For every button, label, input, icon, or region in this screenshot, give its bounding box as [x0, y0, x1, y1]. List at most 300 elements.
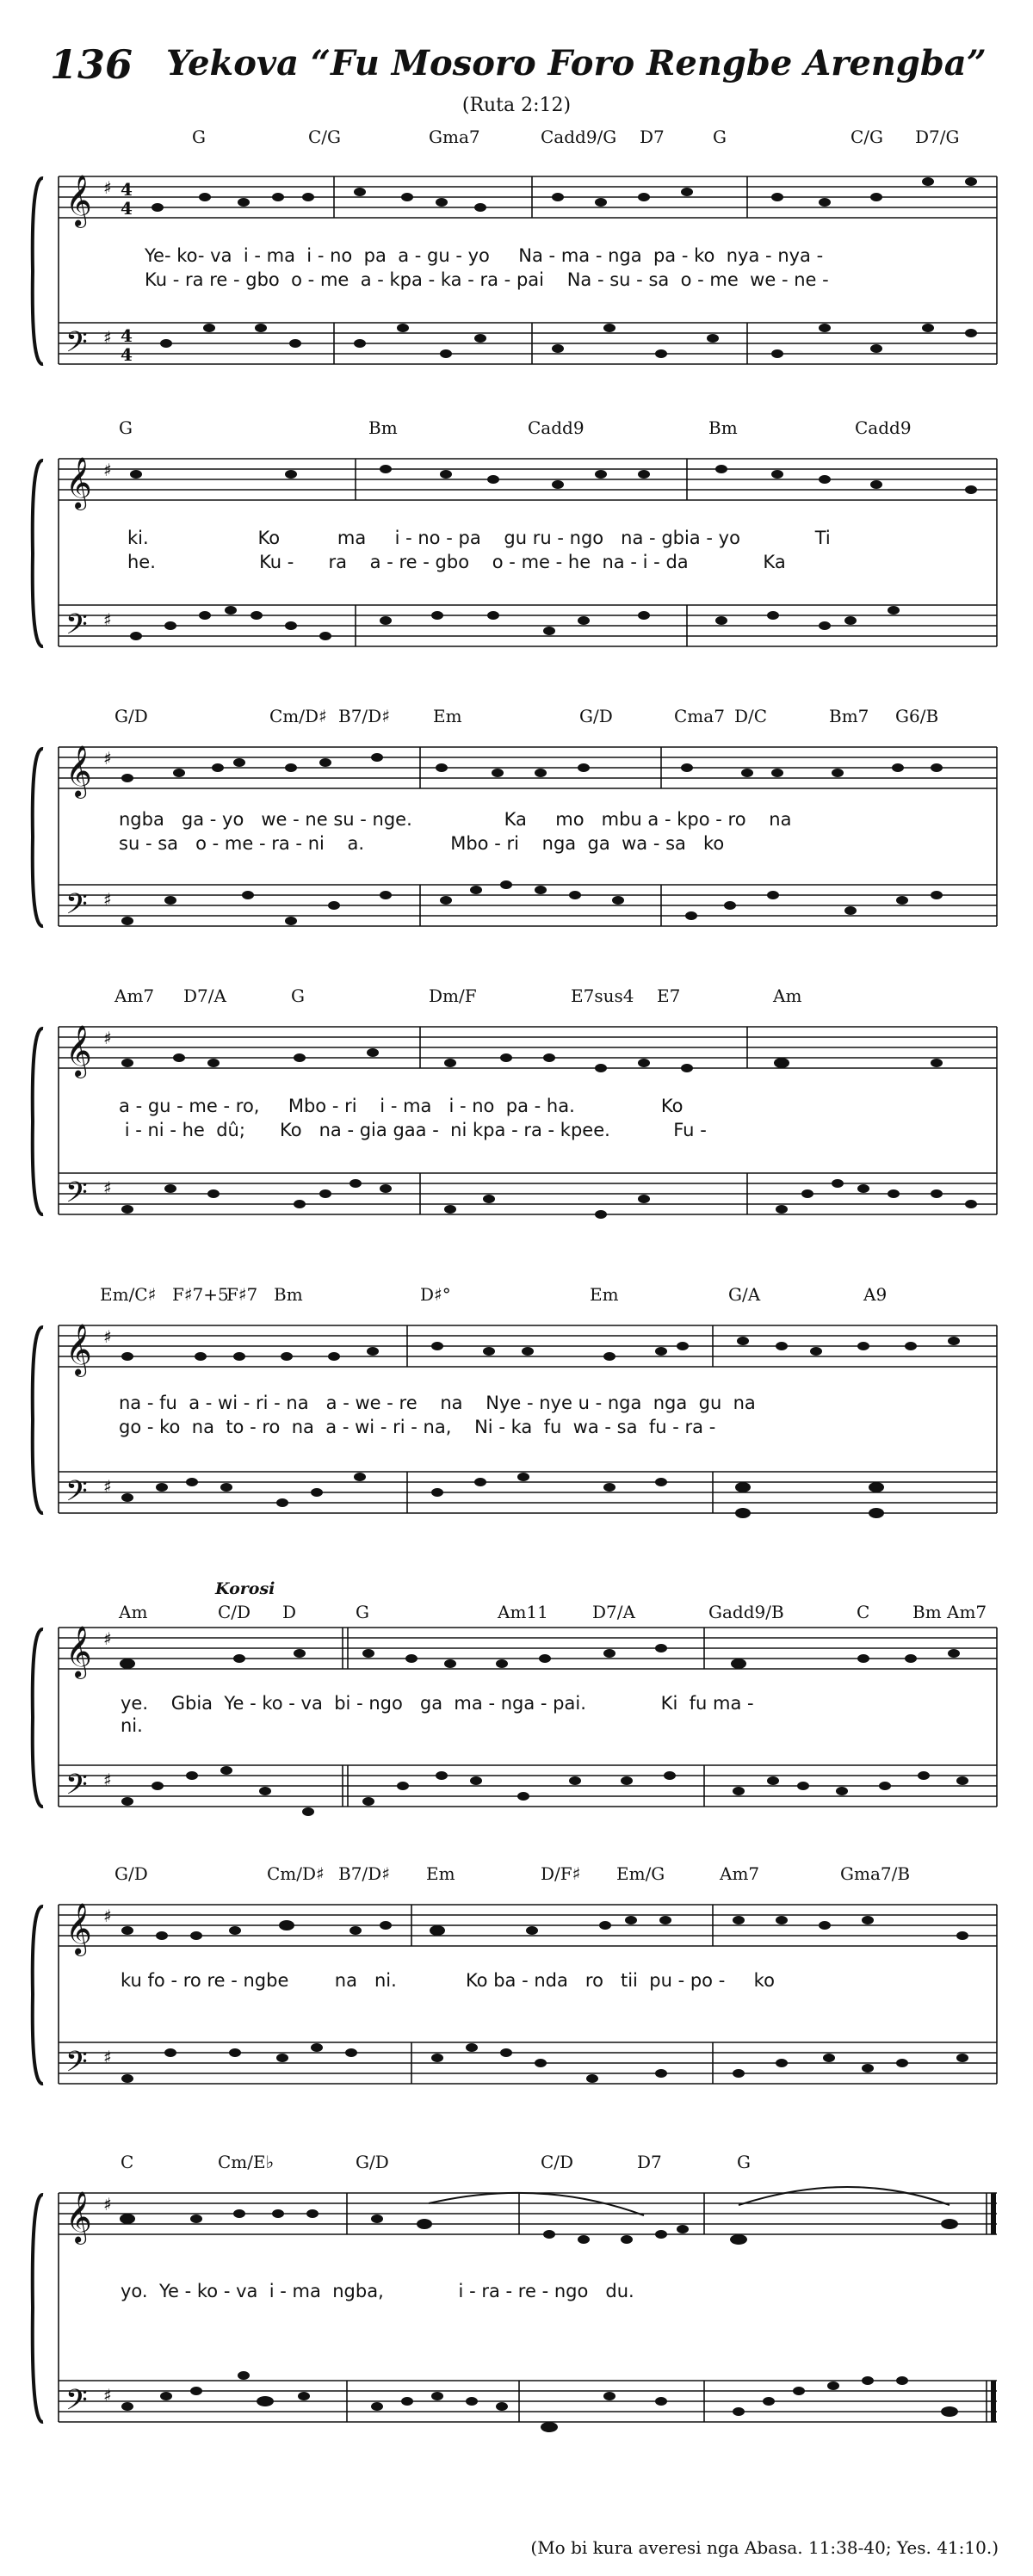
lyric-syllable: pai — [516, 269, 544, 290]
lyric-line-2 — [119, 1120, 707, 1140]
lyric-syllable: yo — [222, 809, 244, 830]
lyric-syllable: du. — [605, 2281, 634, 2301]
lyric-line-1 — [119, 1096, 684, 1116]
lyric-syllable: gu — [427, 245, 450, 266]
svg-text:𝄞: 𝄞 — [65, 175, 92, 226]
lyric-syllable: mbu — [601, 809, 642, 830]
chord: Bm — [274, 1284, 303, 1305]
lyric-syllable: nga — [608, 245, 642, 266]
lyric-syllable: - — [387, 552, 393, 572]
chord: E7sus4 — [571, 985, 634, 1006]
lyric-syllable: ma — [454, 1693, 483, 1714]
lyric-syllable: ni. — [121, 1715, 143, 1736]
lyric-syllable: na — [286, 1393, 309, 1413]
lyric-syllable: a — [325, 1393, 337, 1413]
lyric-syllable: ngo — [569, 528, 604, 548]
svg-text:4: 4 — [121, 325, 133, 346]
lyric-syllable: we — [750, 269, 776, 290]
lyric-syllable: a — [325, 1417, 337, 1437]
lyric-syllable: ne — [305, 809, 328, 830]
lyric-syllable: wa — [572, 1417, 599, 1437]
lyric-syllable: ra — [481, 2281, 500, 2301]
chord: Bm — [368, 417, 398, 438]
music-system-3 — [24, 706, 1014, 973]
lyric-syllable: ko — [196, 2281, 219, 2301]
lyric-syllable: ko — [702, 833, 725, 854]
lyric-line-2 — [127, 552, 786, 572]
lyric-syllable: ra — [523, 1120, 542, 1140]
svg-text:𝄢: 𝄢 — [65, 1475, 88, 1515]
chord: C/D — [541, 2152, 574, 2172]
chord: Gma7/B — [840, 1863, 911, 1884]
lyric-line-1 — [127, 528, 831, 548]
lyric-syllable: kpo — [677, 809, 710, 830]
lyric-syllable: na — [733, 1393, 756, 1413]
lyric-syllable: - — [146, 1393, 154, 1413]
lyric-syllable: ro — [585, 1970, 603, 1991]
lyric-syllable: - — [231, 1970, 238, 1991]
lyric-syllable: - — [293, 809, 300, 830]
lyric-syllable: tii — [620, 1970, 638, 1991]
lyric-syllable: - — [414, 245, 422, 266]
lyric-syllable: - — [295, 833, 302, 854]
chord: Cm/E♭ — [218, 2152, 275, 2172]
svg-text:♯: ♯ — [103, 889, 112, 910]
lyric-syllable: su — [609, 269, 631, 290]
lyric-syllable: - — [822, 269, 829, 290]
lyric-syllable: no — [472, 1096, 495, 1116]
lyric-syllable: sa — [648, 269, 670, 290]
svg-text:4: 4 — [121, 344, 133, 365]
chord: C/G — [308, 127, 342, 147]
lyric-syllable: me — [319, 269, 349, 290]
lyric-syllable: Fu — [673, 1120, 695, 1140]
lyric-syllable: Ka — [504, 809, 527, 830]
lyric-syllable: i — [124, 1120, 130, 1140]
chord: Cm/D♯ — [267, 1863, 325, 1884]
scripture-reference: (Ruta 2:12) — [461, 95, 572, 116]
lyric-syllable: ra — [479, 269, 498, 290]
lyric-syllable: ru — [532, 528, 552, 548]
lyric-syllable: - — [387, 1393, 393, 1413]
lyric-syllable: sa — [616, 1417, 638, 1437]
lyric-syllable: - — [488, 1693, 496, 1714]
chord: Em — [433, 706, 462, 726]
lyric-syllable: - — [405, 528, 412, 548]
lyric-syllable: Nye — [486, 1393, 522, 1413]
svg-text:♯: ♯ — [103, 1906, 112, 1926]
lyric-syllable: kpa — [473, 1120, 506, 1140]
lyric-syllable: wa — [622, 833, 648, 854]
lyric-syllable: ko — [262, 1693, 283, 1714]
lyric-line-1 — [119, 809, 791, 830]
lyric-syllable: - — [274, 1393, 281, 1413]
lyric-syllable: Ka — [763, 552, 786, 572]
lyric-syllable: na — [334, 1970, 357, 1991]
lyric-syllable: o — [195, 833, 207, 854]
lyric-syllable: su — [119, 833, 140, 854]
lyric-syllable: - — [223, 2281, 231, 2301]
lyric-syllable: i — [306, 245, 312, 266]
svg-text:♯: ♯ — [103, 2194, 112, 2215]
lyric-line-2 — [119, 1417, 715, 1437]
lyric-syllable: Mbo — [450, 833, 489, 854]
lyric-syllable: wi — [218, 1393, 238, 1413]
lyric-syllable: yo. — [121, 2281, 148, 2301]
lyric-syllable: - — [254, 245, 261, 266]
lyric-syllable: na, — [423, 1417, 452, 1437]
lyric-syllable: - — [636, 269, 643, 290]
lyric-syllable: - — [209, 809, 217, 830]
lyric-syllable: pu — [649, 1970, 672, 1991]
lyric-syllable: mo — [555, 809, 585, 830]
lyric-syllable: - — [494, 833, 501, 854]
svg-text:♯: ♯ — [103, 327, 112, 348]
chord: D7/A — [183, 985, 226, 1006]
lyric-syllable: re — [209, 269, 228, 290]
chord: D7 — [637, 2152, 662, 2172]
lyric-syllable: Ni — [474, 1417, 493, 1437]
svg-text:𝄞: 𝄞 — [65, 1626, 92, 1677]
svg-text:♯: ♯ — [103, 1476, 112, 1497]
chord: F♯7 — [226, 1284, 258, 1305]
lyric-line-1 — [121, 1693, 754, 1714]
song-title: Yekova “Fu Mosoro Foro Rengbe Arengba” — [166, 43, 987, 83]
chord: G — [192, 127, 206, 147]
lyric-syllable: Ko — [257, 528, 281, 548]
chord: Em/C♯ — [100, 1284, 157, 1305]
lyric-syllable: - — [380, 1417, 387, 1437]
chord: G/D — [114, 706, 148, 726]
lyric-syllable: na — [291, 1417, 314, 1437]
lyric-syllable: a — [369, 552, 381, 572]
chord: C/G — [851, 127, 884, 147]
lyric-syllable: - — [522, 1970, 529, 1991]
lyric-line-1 — [119, 1393, 756, 1413]
chord: Cadd9/G — [541, 127, 617, 147]
lyric-line-1 — [121, 2281, 634, 2301]
lyric-syllable: Ti — [814, 528, 831, 548]
lyric-syllable: bi — [334, 1693, 351, 1714]
lyric-syllable: - — [223, 1096, 231, 1116]
chord: Em — [590, 1284, 619, 1305]
lyric-syllable: ki. — [127, 528, 149, 548]
lyric-syllable: ni — [450, 1120, 467, 1140]
lyric-syllable: ro — [182, 1970, 201, 1991]
lyric-syllable: va — [300, 1693, 323, 1714]
lyric-syllable: - — [212, 833, 220, 854]
lyric-line-1 — [145, 245, 823, 266]
grand-staff-5 — [24, 1274, 1014, 1558]
lyric-syllable: - — [765, 245, 772, 266]
music-system-7 — [24, 1863, 1014, 2130]
lyric-syllable: i — [642, 552, 648, 572]
svg-text:𝄞: 𝄞 — [65, 1025, 92, 1077]
lyric-syllable: - — [708, 1417, 716, 1437]
lyric-syllable: - — [504, 269, 511, 290]
lyric-syllable: he — [182, 1120, 205, 1140]
lyric-syllable: ye. — [121, 1693, 149, 1714]
chord: Em/G — [616, 1863, 665, 1884]
lyric-syllable: i — [243, 245, 249, 266]
svg-text:𝄢: 𝄢 — [65, 326, 88, 366]
lyric-syllable: na — [319, 1120, 342, 1140]
lyric-syllable: ma — [560, 245, 591, 266]
music-system-5 — [24, 1274, 1014, 1558]
lyric-syllable: - — [541, 2281, 549, 2301]
lyric-syllable: ngo — [554, 2281, 589, 2301]
lyric-syllable: fo — [147, 1970, 165, 1991]
lyric-syllable: - — [250, 1693, 257, 1714]
lyric-syllable: a — [398, 245, 410, 266]
svg-text:𝄞: 𝄞 — [65, 457, 92, 509]
lyric-syllable: - — [164, 245, 171, 266]
lyric-syllable: - — [243, 1393, 251, 1413]
lyric-syllable: - — [630, 552, 637, 572]
lyric-syllable: pai. — [553, 1693, 586, 1714]
lyric-syllable: nga — [500, 1693, 535, 1714]
lyric-syllable: no — [330, 245, 353, 266]
lyric-syllable: ma — [337, 528, 367, 548]
lyric-syllable: nye — [539, 1393, 572, 1413]
lyric-syllable: gbia — [661, 528, 701, 548]
lyric-syllable: - — [664, 809, 671, 830]
lyric-syllable: ko — [694, 245, 715, 266]
music-system-1 — [24, 125, 1014, 409]
lyric-syllable: pa — [505, 1096, 529, 1116]
lyric-syllable: nge. — [372, 809, 412, 830]
svg-text:𝄢: 𝄢 — [65, 1177, 88, 1216]
svg-text:♯: ♯ — [103, 1177, 112, 1198]
svg-text:♯: ♯ — [103, 609, 112, 630]
lyric-syllable: a — [119, 1096, 130, 1116]
chord: Bm7 — [829, 706, 869, 726]
lyric-syllable: Ko — [465, 1970, 488, 1991]
lyric-syllable: na — [621, 528, 644, 548]
lyric-line-2 — [121, 1715, 143, 1736]
lyric-syllable: no — [418, 528, 441, 548]
svg-text:𝄞: 𝄞 — [65, 1324, 92, 1375]
lyric-syllable: - — [250, 1417, 257, 1437]
lyric-syllable: ra — [684, 1417, 704, 1437]
lyric-syllable: - — [467, 269, 474, 290]
lyric-syllable: ko — [159, 1417, 181, 1437]
lyric-syllable: Ku — [259, 552, 282, 572]
lyric-syllable: po — [690, 1970, 714, 1991]
lyric-syllable: o — [291, 269, 302, 290]
chord: Cadd9 — [855, 417, 912, 438]
svg-text:♯: ♯ — [103, 1326, 112, 1347]
lyric-syllable: nda — [534, 1970, 568, 1991]
lyric-syllable: ni — [307, 833, 325, 854]
lyric-syllable: - — [526, 1393, 534, 1413]
lyric-syllable: ne — [794, 269, 817, 290]
lyric-syllable: gia — [359, 1120, 387, 1140]
lyric-syllable: Na — [566, 269, 592, 290]
lyric-syllable: fu — [159, 1393, 177, 1413]
lyric-syllable: i — [448, 1096, 455, 1116]
lyric-syllable: re — [399, 1393, 418, 1413]
chord: C — [857, 1602, 870, 1622]
chord: G — [737, 2152, 751, 2172]
lyric-syllable: u — [578, 1393, 590, 1413]
lyric-syllable: - — [557, 528, 564, 548]
lyric-syllable: me — [189, 1096, 218, 1116]
chord: Cma7 — [674, 706, 725, 726]
lyric-syllable: pa — [653, 245, 677, 266]
chord: G — [713, 127, 727, 147]
lyric-syllable: - — [511, 1120, 518, 1140]
lyric-syllable: - — [547, 1120, 555, 1140]
lyric-syllable: to — [226, 1417, 244, 1437]
lyric-syllable: me — [224, 833, 254, 854]
lyric-syllable: ra — [271, 833, 290, 854]
lyric-syllable: gu — [698, 1393, 722, 1413]
lyric-syllable: - — [700, 1120, 707, 1140]
chord: G/A — [728, 1284, 761, 1305]
lyric-syllable: na — [602, 552, 625, 572]
lyric-syllable: na — [769, 809, 792, 830]
chord: D7/A — [592, 1602, 635, 1622]
lyric-syllable: - — [469, 2281, 476, 2301]
lyric-syllable: - — [718, 1970, 726, 1991]
lyric-syllable: ngbe — [243, 1970, 289, 1991]
lyric-syllable: ba — [493, 1970, 516, 1991]
chord: Am7 — [947, 1602, 987, 1622]
svg-text:♯: ♯ — [103, 460, 112, 480]
lyric-syllable: - — [170, 1970, 178, 1991]
lyric-syllable: - — [459, 1096, 467, 1116]
lyric-syllable: i — [394, 528, 400, 548]
svg-text:♯: ♯ — [103, 177, 112, 198]
grand-staff-1 — [24, 125, 1014, 409]
lyric-syllable: ka — [510, 1417, 533, 1437]
lyric-syllable: ri — [256, 1393, 269, 1413]
lyric-syllable: - — [360, 809, 367, 830]
lyric-syllable: Ko — [660, 1096, 684, 1116]
lyric-syllable: ni — [147, 1120, 164, 1140]
lyric-syllable: ngba, — [332, 2281, 384, 2301]
grand-staff-7 — [24, 1863, 1014, 2130]
scripture-footnote: (Mo bi kura averesi nga Abasa. 11:38-40; Yes. 41:10.) — [530, 2537, 999, 2558]
lyric-syllable: - — [446, 528, 453, 548]
lyric-syllable: - — [672, 1417, 679, 1437]
lyric-syllable: - — [781, 269, 789, 290]
lyric-syllable: ro, — [235, 1096, 260, 1116]
chord: G — [291, 985, 305, 1006]
svg-text:𝄢: 𝄢 — [65, 888, 88, 928]
chord: Bm — [912, 1602, 942, 1622]
lyric-syllable: ku — [121, 1970, 142, 1991]
lyric-syllable: go — [119, 1417, 142, 1437]
svg-text:𝄢: 𝄢 — [65, 2046, 88, 2085]
lyric-syllable: - — [377, 269, 384, 290]
lyric-syllable: - — [816, 245, 824, 266]
svg-text:𝄞: 𝄞 — [65, 2191, 92, 2243]
lyric-syllable: - — [649, 528, 656, 548]
lyric-syllable: - — [170, 1120, 176, 1140]
chord: B7/D♯ — [338, 706, 390, 726]
lyric-syllable: o — [680, 269, 692, 290]
svg-text:𝄞: 𝄞 — [65, 745, 92, 797]
lyric-syllable: ni. — [374, 1970, 397, 1991]
chord: G — [119, 417, 133, 438]
lyric-syllable: gaa — [393, 1120, 427, 1140]
lyric-syllable: - — [232, 269, 240, 290]
chord: Em — [426, 1863, 455, 1884]
lyric-syllable: - — [534, 1096, 541, 1116]
lyric-syllable: - — [307, 269, 315, 290]
chord: D — [282, 1602, 297, 1622]
lyric-syllable: yo — [718, 528, 740, 548]
lyric-syllable: na — [440, 1393, 463, 1413]
svg-text:4: 4 — [121, 198, 133, 219]
svg-text:𝄞: 𝄞 — [65, 1903, 92, 1955]
lyric-syllable: Mbo — [288, 1096, 327, 1116]
lyric-syllable: - — [432, 1120, 439, 1140]
lyric-syllable: gbo — [245, 269, 280, 290]
lyric-syllable: - — [706, 528, 713, 548]
lyric-syllable: - — [331, 1096, 339, 1116]
chord: Bm — [708, 417, 738, 438]
lyric-syllable: sa — [665, 833, 686, 854]
chord: Cm/D♯ — [269, 706, 327, 726]
lyric-syllable: i — [380, 1096, 386, 1116]
lyric-syllable: - — [505, 2281, 513, 2301]
lyric-syllable: ga — [181, 809, 205, 830]
lyric-syllable: - — [176, 1096, 183, 1116]
lyric-syllable: ri — [506, 833, 519, 854]
chord: G — [356, 1602, 369, 1622]
lyric-syllable: ngo — [368, 1693, 403, 1714]
lyric-syllable: ko — [176, 245, 198, 266]
lyric-syllable: - — [747, 1693, 754, 1714]
lyric-syllable: - — [681, 245, 689, 266]
lyric-syllable: gbo — [435, 552, 470, 572]
lyric-syllable: pa — [363, 245, 387, 266]
chord: E7 — [657, 985, 681, 1006]
lyric-syllable: o — [492, 552, 504, 572]
lyric-syllable: ro — [727, 809, 746, 830]
lyric-syllable: he. — [127, 552, 156, 572]
chord: G/D — [579, 706, 613, 726]
svg-text:♯: ♯ — [103, 748, 112, 769]
chord: G/D — [356, 2152, 389, 2172]
lyric-syllable: - — [258, 833, 266, 854]
lyric-syllable: a. — [347, 833, 365, 854]
lyric-syllable: - — [347, 1120, 355, 1140]
lyric-syllable: - — [548, 245, 556, 266]
lyric-syllable: - — [428, 269, 436, 290]
lyric-syllable: kpa — [389, 269, 423, 290]
lyric-syllable: - — [498, 1417, 505, 1437]
lyric-syllable: ha. — [546, 1096, 575, 1116]
lyric-syllable: Ye — [145, 245, 164, 266]
chord: Am7 — [114, 985, 155, 1006]
music-system-8 — [24, 2152, 1014, 2513]
lyric-syllable: - — [653, 552, 660, 572]
chord: G6/B — [895, 706, 939, 726]
lyric-syllable: - — [280, 2281, 287, 2301]
music-system-2 — [24, 417, 1014, 693]
chord: Cadd9 — [528, 417, 585, 438]
lyric-syllable: - — [317, 245, 325, 266]
lyric-syllable: ko — [753, 1970, 775, 1991]
lyric-syllable: - — [343, 1393, 349, 1413]
lyric-syllable: i — [269, 2281, 275, 2301]
lyric-syllable: a — [189, 1393, 201, 1413]
chord: D/F♯ — [541, 1863, 581, 1884]
